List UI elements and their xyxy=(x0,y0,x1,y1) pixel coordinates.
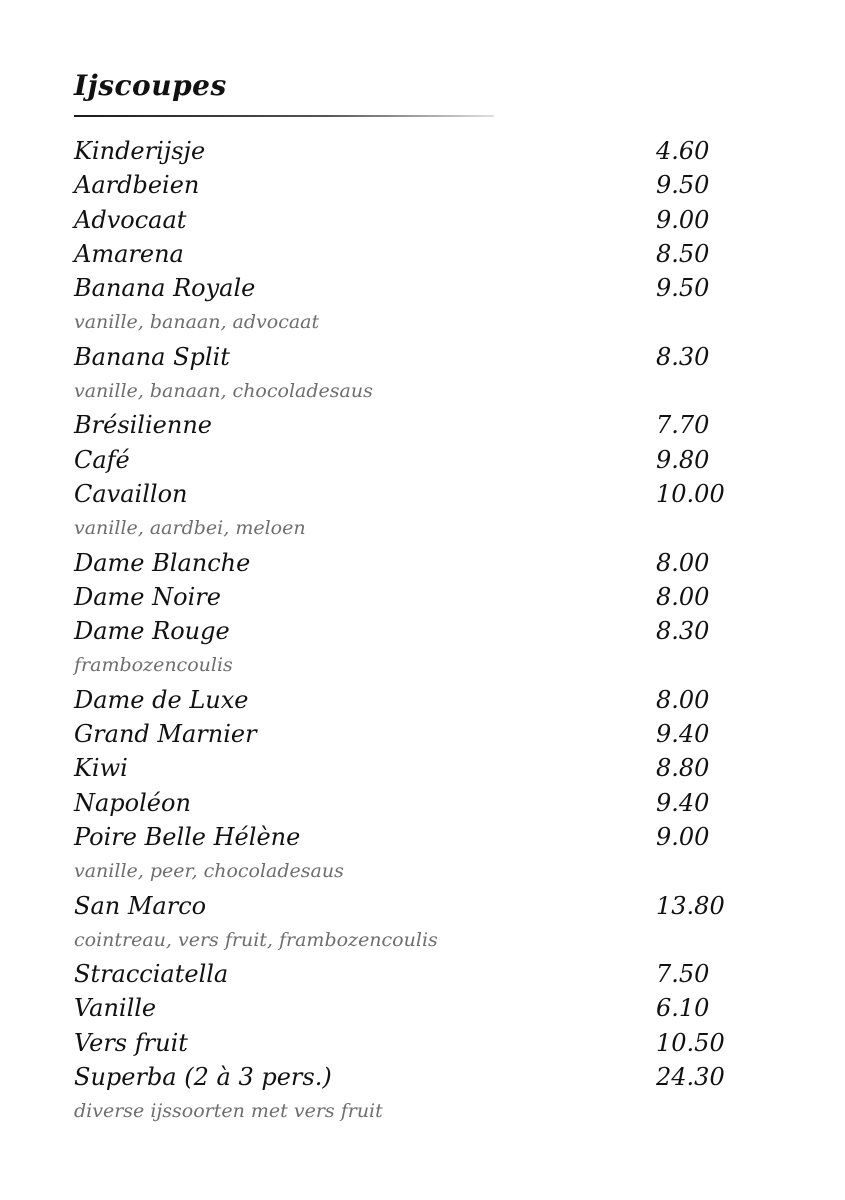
page-title: Ijscoupes xyxy=(74,69,227,102)
item-name: Dame Noire xyxy=(74,582,221,611)
item-price: 8.00 xyxy=(656,582,710,611)
item-name: Aardbeien xyxy=(74,171,200,200)
item-price: 4.60 xyxy=(656,137,710,165)
item-name: Amarena xyxy=(74,239,184,268)
item-name: Vanille xyxy=(74,994,157,1023)
menu-item-row xyxy=(74,271,774,305)
item-price: 9.00 xyxy=(656,822,710,851)
menu-item-row xyxy=(74,991,774,1025)
menu-item-row xyxy=(74,340,774,374)
description-text: vanille, banaan, chocoladesaus xyxy=(74,380,373,403)
item-name: Grand Marnier xyxy=(74,720,257,749)
menu-item-row xyxy=(74,889,774,923)
item-name: Vers fruit xyxy=(74,1028,188,1057)
menu-item-row xyxy=(74,443,774,477)
item-name: Dame Rouge xyxy=(74,617,230,646)
item-price: 10.50 xyxy=(656,1028,725,1057)
item-price: 9.50 xyxy=(656,171,710,200)
item-name: Kinderijsje xyxy=(74,137,206,165)
item-price: 13.80 xyxy=(656,891,725,920)
menu-item-description xyxy=(74,923,774,957)
item-price: 9.80 xyxy=(656,445,710,474)
item-price: 7.50 xyxy=(656,960,710,989)
title-divider xyxy=(74,115,494,117)
item-price: 8.30 xyxy=(656,617,710,646)
item-name: Superba (2 à 3 pers.) xyxy=(74,1063,332,1092)
item-name: Stracciatella xyxy=(74,960,229,989)
item-name: Brésilienne xyxy=(74,411,212,440)
menu-item-row xyxy=(74,580,774,614)
menu-item-description xyxy=(74,374,774,408)
menu-item-description xyxy=(74,511,774,545)
item-name: San Marco xyxy=(74,891,207,920)
description-text: frambozencoulis xyxy=(74,654,233,677)
item-name: Dame Blanche xyxy=(74,548,251,577)
item-price: 9.40 xyxy=(656,720,710,749)
item-name: Café xyxy=(74,445,130,474)
menu-item-row xyxy=(74,203,774,237)
menu-item-row xyxy=(74,134,774,168)
menu-item-row xyxy=(74,820,774,854)
item-price: 10.00 xyxy=(656,479,725,508)
description-text: vanille, aardbei, meloen xyxy=(74,517,306,540)
item-name: Dame de Luxe xyxy=(74,685,249,714)
item-price: 8.80 xyxy=(656,754,710,783)
menu-item-row xyxy=(74,1060,774,1094)
item-price: 8.00 xyxy=(656,548,710,577)
item-price: 24.30 xyxy=(656,1063,725,1092)
menu-item-row xyxy=(74,477,774,511)
menu-item-row xyxy=(74,408,774,442)
menu-item-description xyxy=(74,854,774,888)
menu-item-description xyxy=(74,1094,774,1128)
menu-item-row xyxy=(74,168,774,202)
item-name: Napoléon xyxy=(74,788,191,817)
item-name: Banana Split xyxy=(74,342,230,371)
description-text: vanille, banaan, advocaat xyxy=(74,311,320,334)
menu-item-description xyxy=(74,648,774,682)
menu-list xyxy=(74,134,774,1129)
menu-item-description xyxy=(74,305,774,339)
description-text: vanille, peer, chocoladesaus xyxy=(74,860,344,883)
item-price: 7.70 xyxy=(656,411,710,440)
item-price: 8.00 xyxy=(656,685,710,714)
menu-item-row xyxy=(74,751,774,785)
menu-item-row xyxy=(74,546,774,580)
description-text: cointreau, vers fruit, frambozencoulis xyxy=(74,928,438,951)
menu-item-row xyxy=(74,237,774,271)
menu-item-row xyxy=(74,786,774,820)
menu-item-row xyxy=(74,683,774,717)
menu-item-row xyxy=(74,717,774,751)
item-name: Cavaillon xyxy=(74,479,188,508)
item-price: 9.50 xyxy=(656,274,710,303)
menu-item-row xyxy=(74,1026,774,1060)
item-price: 6.10 xyxy=(656,994,710,1023)
description-text: diverse ijssoorten met vers fruit xyxy=(74,1100,383,1123)
item-price: 9.40 xyxy=(656,788,710,817)
item-price: 8.50 xyxy=(656,239,710,268)
item-name: Advocaat xyxy=(74,205,187,234)
item-name: Banana Royale xyxy=(74,274,256,303)
item-price: 9.00 xyxy=(656,205,710,234)
menu-item-row xyxy=(74,957,774,991)
item-price: 8.30 xyxy=(656,342,710,371)
menu-item-row xyxy=(74,614,774,648)
item-name: Kiwi xyxy=(74,754,128,783)
item-name: Poire Belle Hélène xyxy=(74,822,301,851)
